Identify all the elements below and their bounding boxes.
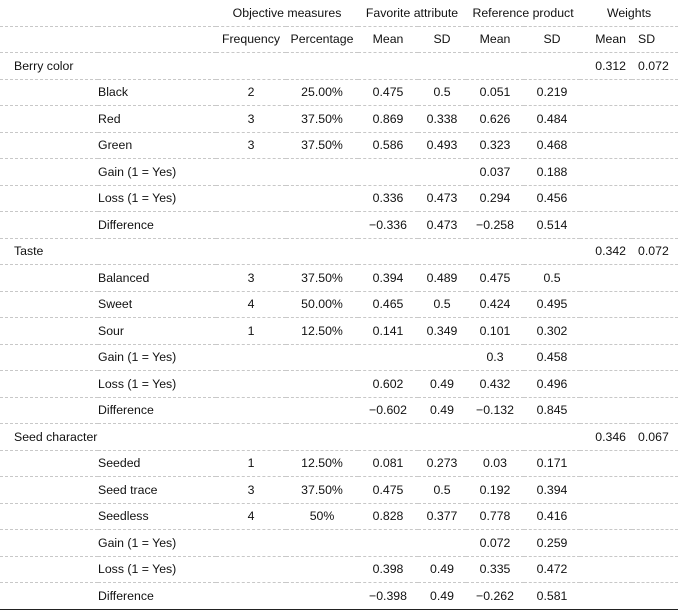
cell-reference-mean: −0.258 bbox=[466, 212, 524, 239]
empty-cell bbox=[580, 79, 632, 106]
empty-cell bbox=[632, 265, 678, 292]
category-row bbox=[0, 53, 678, 80]
empty-cell bbox=[418, 53, 466, 80]
cell-frequency: 4 bbox=[216, 291, 286, 318]
table-row bbox=[0, 132, 678, 159]
cell-percentage: 37.50% bbox=[286, 477, 358, 504]
attribute-label: Difference bbox=[98, 212, 216, 239]
cell-favorite-sd: 0.473 bbox=[418, 185, 466, 212]
cell-percentage: 37.50% bbox=[286, 265, 358, 292]
empty-cell bbox=[580, 371, 632, 398]
attribute-label: Sour bbox=[98, 318, 216, 345]
empty-cell bbox=[0, 185, 98, 212]
cell-favorite-sd: 0.377 bbox=[418, 503, 466, 530]
cell-reference-sd: 0.5 bbox=[524, 265, 580, 292]
cell-favorite-mean bbox=[358, 530, 418, 557]
cell-frequency bbox=[216, 583, 286, 610]
cell-reference-mean: 0.626 bbox=[466, 106, 524, 133]
cell-frequency: 2 bbox=[216, 79, 286, 106]
header-group-row bbox=[0, 0, 678, 26]
empty-cell bbox=[580, 530, 632, 557]
cell-favorite-mean: 0.586 bbox=[358, 132, 418, 159]
empty-cell bbox=[632, 132, 678, 159]
empty-cell bbox=[358, 238, 418, 265]
attribute-label: Sweet bbox=[98, 291, 216, 318]
cell-favorite-sd: 0.5 bbox=[418, 477, 466, 504]
table-row bbox=[0, 265, 678, 292]
table-body bbox=[0, 53, 678, 610]
cell-reference-mean: 0.072 bbox=[466, 530, 524, 557]
cell-favorite-mean: 0.475 bbox=[358, 79, 418, 106]
cell-percentage bbox=[286, 556, 358, 583]
category-row bbox=[0, 238, 678, 265]
cell-reference-sd: 0.302 bbox=[524, 318, 580, 345]
cell-percentage bbox=[286, 530, 358, 557]
empty-cell bbox=[0, 159, 98, 186]
cell-reference-mean: 0.475 bbox=[466, 265, 524, 292]
cell-frequency bbox=[216, 212, 286, 239]
empty-cell bbox=[216, 53, 286, 80]
header-objective-measures: Objective measures bbox=[216, 0, 358, 26]
empty-cell bbox=[580, 556, 632, 583]
empty-cell bbox=[580, 265, 632, 292]
table-row bbox=[0, 106, 678, 133]
cell-favorite-sd: 0.493 bbox=[418, 132, 466, 159]
table-row bbox=[0, 477, 678, 504]
cell-frequency bbox=[216, 530, 286, 557]
empty-cell bbox=[580, 132, 632, 159]
cell-reference-mean: 0.03 bbox=[466, 450, 524, 477]
cell-weight-mean: 0.346 bbox=[580, 424, 632, 451]
empty-cell bbox=[580, 106, 632, 133]
header-weights-mean: Mean bbox=[580, 26, 632, 53]
cell-reference-sd: 0.495 bbox=[524, 291, 580, 318]
cell-reference-sd: 0.468 bbox=[524, 132, 580, 159]
cell-reference-sd: 0.188 bbox=[524, 159, 580, 186]
table-row bbox=[0, 530, 678, 557]
empty-cell bbox=[632, 212, 678, 239]
empty-cell bbox=[0, 344, 98, 371]
attribute-label: Gain (1 = Yes) bbox=[98, 344, 216, 371]
cell-percentage bbox=[286, 583, 358, 610]
cell-reference-sd: 0.259 bbox=[524, 530, 580, 557]
header-percentage: Percentage bbox=[286, 26, 358, 53]
cell-weight-sd: 0.072 bbox=[632, 53, 678, 80]
cell-reference-sd: 0.458 bbox=[524, 344, 580, 371]
cell-favorite-mean: 0.828 bbox=[358, 503, 418, 530]
empty-cell bbox=[580, 450, 632, 477]
cell-favorite-mean: 0.081 bbox=[358, 450, 418, 477]
cell-reference-mean: 0.192 bbox=[466, 477, 524, 504]
cell-percentage bbox=[286, 212, 358, 239]
header-reference-mean: Mean bbox=[466, 26, 524, 53]
cell-reference-mean: 0.432 bbox=[466, 371, 524, 398]
cell-frequency bbox=[216, 371, 286, 398]
table-row bbox=[0, 212, 678, 239]
cell-reference-sd: 0.219 bbox=[524, 79, 580, 106]
empty-cell bbox=[0, 583, 98, 610]
attribute-label: Black bbox=[98, 79, 216, 106]
empty-cell bbox=[0, 450, 98, 477]
cell-percentage: 50.00% bbox=[286, 291, 358, 318]
cell-frequency bbox=[216, 344, 286, 371]
cell-reference-mean: 0.051 bbox=[466, 79, 524, 106]
header-favorite-sd: SD bbox=[418, 26, 466, 53]
attribute-label: Loss (1 = Yes) bbox=[98, 185, 216, 212]
table-row bbox=[0, 318, 678, 345]
cell-reference-mean: 0.294 bbox=[466, 185, 524, 212]
cell-reference-sd: 0.416 bbox=[524, 503, 580, 530]
table-row bbox=[0, 397, 678, 424]
cell-favorite-mean bbox=[358, 344, 418, 371]
empty-cell bbox=[524, 238, 580, 265]
cell-favorite-mean: 0.336 bbox=[358, 185, 418, 212]
empty-cell bbox=[580, 583, 632, 610]
attribute-label: Gain (1 = Yes) bbox=[98, 159, 216, 186]
category-label: Taste bbox=[0, 238, 98, 265]
cell-favorite-mean: −0.398 bbox=[358, 583, 418, 610]
attribute-label: Seedless bbox=[98, 503, 216, 530]
cell-favorite-sd: 0.49 bbox=[418, 583, 466, 610]
empty-cell bbox=[632, 530, 678, 557]
cell-weight-mean: 0.342 bbox=[580, 238, 632, 265]
cell-percentage: 12.50% bbox=[286, 450, 358, 477]
empty-cell bbox=[466, 238, 524, 265]
empty-cell bbox=[216, 424, 286, 451]
empty-cell bbox=[580, 397, 632, 424]
cell-weight-mean: 0.312 bbox=[580, 53, 632, 80]
attribute-label: Seed trace bbox=[98, 477, 216, 504]
table-row bbox=[0, 159, 678, 186]
cell-frequency bbox=[216, 556, 286, 583]
header-blank bbox=[0, 0, 98, 26]
cell-reference-sd: 0.484 bbox=[524, 106, 580, 133]
empty-cell bbox=[632, 291, 678, 318]
empty-cell bbox=[580, 344, 632, 371]
cell-reference-mean: 0.335 bbox=[466, 556, 524, 583]
empty-cell bbox=[632, 503, 678, 530]
table-row bbox=[0, 291, 678, 318]
empty-cell bbox=[0, 212, 98, 239]
empty-cell bbox=[0, 291, 98, 318]
table-row bbox=[0, 556, 678, 583]
table-row bbox=[0, 79, 678, 106]
cell-favorite-mean: 0.465 bbox=[358, 291, 418, 318]
attribute-label: Green bbox=[98, 132, 216, 159]
cell-percentage: 37.50% bbox=[286, 132, 358, 159]
cell-percentage: 25.00% bbox=[286, 79, 358, 106]
empty-cell bbox=[524, 53, 580, 80]
empty-cell bbox=[0, 477, 98, 504]
empty-cell bbox=[418, 424, 466, 451]
category-label: Berry color bbox=[0, 53, 98, 80]
empty-cell bbox=[632, 79, 678, 106]
empty-cell bbox=[580, 291, 632, 318]
cell-favorite-sd bbox=[418, 530, 466, 557]
empty-cell bbox=[0, 132, 98, 159]
empty-cell bbox=[286, 238, 358, 265]
header-blank bbox=[0, 26, 98, 53]
cell-reference-sd: 0.845 bbox=[524, 397, 580, 424]
cell-favorite-sd: 0.338 bbox=[418, 106, 466, 133]
cell-reference-mean: 0.3 bbox=[466, 344, 524, 371]
empty-cell bbox=[466, 53, 524, 80]
cell-percentage bbox=[286, 397, 358, 424]
empty-cell bbox=[632, 159, 678, 186]
empty-cell bbox=[580, 318, 632, 345]
empty-cell bbox=[632, 371, 678, 398]
empty-cell bbox=[632, 583, 678, 610]
cell-frequency: 1 bbox=[216, 318, 286, 345]
attribute-label: Loss (1 = Yes) bbox=[98, 556, 216, 583]
empty-cell bbox=[0, 556, 98, 583]
table-row bbox=[0, 503, 678, 530]
cell-reference-mean: −0.132 bbox=[466, 397, 524, 424]
cell-percentage bbox=[286, 344, 358, 371]
table-row bbox=[0, 371, 678, 398]
empty-cell bbox=[632, 556, 678, 583]
cell-percentage: 37.50% bbox=[286, 106, 358, 133]
empty-cell bbox=[580, 185, 632, 212]
attribute-label: Gain (1 = Yes) bbox=[98, 530, 216, 557]
cell-frequency bbox=[216, 159, 286, 186]
cell-favorite-sd: 0.273 bbox=[418, 450, 466, 477]
empty-cell bbox=[632, 344, 678, 371]
cell-favorite-mean: −0.602 bbox=[358, 397, 418, 424]
cell-reference-mean: 0.424 bbox=[466, 291, 524, 318]
table-row bbox=[0, 185, 678, 212]
cell-reference-sd: 0.394 bbox=[524, 477, 580, 504]
cell-reference-sd: 0.456 bbox=[524, 185, 580, 212]
table-row bbox=[0, 583, 678, 610]
cell-frequency: 3 bbox=[216, 265, 286, 292]
empty-cell bbox=[286, 53, 358, 80]
empty-cell bbox=[524, 424, 580, 451]
cell-percentage: 12.50% bbox=[286, 318, 358, 345]
empty-cell bbox=[98, 424, 216, 451]
empty-cell bbox=[0, 530, 98, 557]
empty-cell bbox=[418, 238, 466, 265]
cell-frequency: 4 bbox=[216, 503, 286, 530]
empty-cell bbox=[632, 106, 678, 133]
header-favorite-attribute: Favorite attribute bbox=[358, 0, 466, 26]
cell-favorite-mean: 0.602 bbox=[358, 371, 418, 398]
cell-frequency bbox=[216, 185, 286, 212]
header-blank bbox=[98, 0, 216, 26]
empty-cell bbox=[632, 477, 678, 504]
empty-cell bbox=[580, 212, 632, 239]
empty-cell bbox=[0, 397, 98, 424]
attribute-label: Balanced bbox=[98, 265, 216, 292]
cell-percentage bbox=[286, 371, 358, 398]
cell-favorite-mean: −0.336 bbox=[358, 212, 418, 239]
cell-favorite-mean: 0.869 bbox=[358, 106, 418, 133]
cell-favorite-mean bbox=[358, 159, 418, 186]
header-weights-sd: SD bbox=[632, 26, 678, 53]
cell-favorite-sd: 0.5 bbox=[418, 79, 466, 106]
cell-reference-sd: 0.581 bbox=[524, 583, 580, 610]
empty-cell bbox=[0, 318, 98, 345]
cell-weight-sd: 0.067 bbox=[632, 424, 678, 451]
cell-favorite-mean: 0.141 bbox=[358, 318, 418, 345]
cell-frequency: 3 bbox=[216, 106, 286, 133]
attribute-label: Red bbox=[98, 106, 216, 133]
attribute-label: Difference bbox=[98, 397, 216, 424]
cell-favorite-sd: 0.49 bbox=[418, 397, 466, 424]
cell-favorite-mean: 0.398 bbox=[358, 556, 418, 583]
empty-cell bbox=[466, 424, 524, 451]
empty-cell bbox=[632, 450, 678, 477]
header-frequency: Frequency bbox=[216, 26, 286, 53]
empty-cell bbox=[0, 106, 98, 133]
empty-cell bbox=[632, 185, 678, 212]
cell-reference-sd: 0.514 bbox=[524, 212, 580, 239]
empty-cell bbox=[286, 424, 358, 451]
cell-favorite-sd: 0.49 bbox=[418, 556, 466, 583]
empty-cell bbox=[0, 79, 98, 106]
cell-percentage: 50% bbox=[286, 503, 358, 530]
empty-cell bbox=[216, 238, 286, 265]
empty-cell bbox=[0, 265, 98, 292]
empty-cell bbox=[580, 477, 632, 504]
cell-favorite-sd: 0.473 bbox=[418, 212, 466, 239]
cell-weight-sd: 0.072 bbox=[632, 238, 678, 265]
empty-cell bbox=[580, 503, 632, 530]
cell-favorite-sd bbox=[418, 159, 466, 186]
table-row bbox=[0, 344, 678, 371]
cell-reference-mean: 0.037 bbox=[466, 159, 524, 186]
header-reference-sd: SD bbox=[524, 26, 580, 53]
empty-cell bbox=[0, 503, 98, 530]
cell-frequency: 1 bbox=[216, 450, 286, 477]
table-row bbox=[0, 450, 678, 477]
cell-reference-sd: 0.171 bbox=[524, 450, 580, 477]
cell-frequency: 3 bbox=[216, 132, 286, 159]
header-favorite-mean: Mean bbox=[358, 26, 418, 53]
cell-reference-sd: 0.472 bbox=[524, 556, 580, 583]
category-label: Seed character bbox=[0, 424, 98, 451]
cell-reference-sd: 0.496 bbox=[524, 371, 580, 398]
header-weights: Weights bbox=[580, 0, 678, 26]
attribute-label: Loss (1 = Yes) bbox=[98, 371, 216, 398]
cell-reference-mean: 0.778 bbox=[466, 503, 524, 530]
cell-percentage bbox=[286, 159, 358, 186]
cell-favorite-mean: 0.394 bbox=[358, 265, 418, 292]
header-sub-row bbox=[0, 26, 678, 53]
empty-cell bbox=[98, 238, 216, 265]
empty-cell bbox=[98, 53, 216, 80]
category-row bbox=[0, 424, 678, 451]
attribute-label: Difference bbox=[98, 583, 216, 610]
cell-favorite-sd: 0.5 bbox=[418, 291, 466, 318]
empty-cell bbox=[632, 318, 678, 345]
cell-percentage bbox=[286, 185, 358, 212]
empty-cell bbox=[358, 53, 418, 80]
cell-reference-mean: 0.101 bbox=[466, 318, 524, 345]
cell-reference-mean: 0.323 bbox=[466, 132, 524, 159]
header-blank bbox=[98, 26, 216, 53]
cell-favorite-sd: 0.49 bbox=[418, 371, 466, 398]
cell-favorite-sd: 0.489 bbox=[418, 265, 466, 292]
cell-favorite-mean: 0.475 bbox=[358, 477, 418, 504]
empty-cell bbox=[632, 397, 678, 424]
header-reference-product: Reference product bbox=[466, 0, 580, 26]
empty-cell bbox=[580, 159, 632, 186]
cell-frequency: 3 bbox=[216, 477, 286, 504]
empty-cell bbox=[358, 424, 418, 451]
attribute-label: Seeded bbox=[98, 450, 216, 477]
cell-frequency bbox=[216, 397, 286, 424]
empty-cell bbox=[0, 371, 98, 398]
cell-favorite-sd bbox=[418, 344, 466, 371]
cell-reference-mean: −0.262 bbox=[466, 583, 524, 610]
cell-favorite-sd: 0.349 bbox=[418, 318, 466, 345]
